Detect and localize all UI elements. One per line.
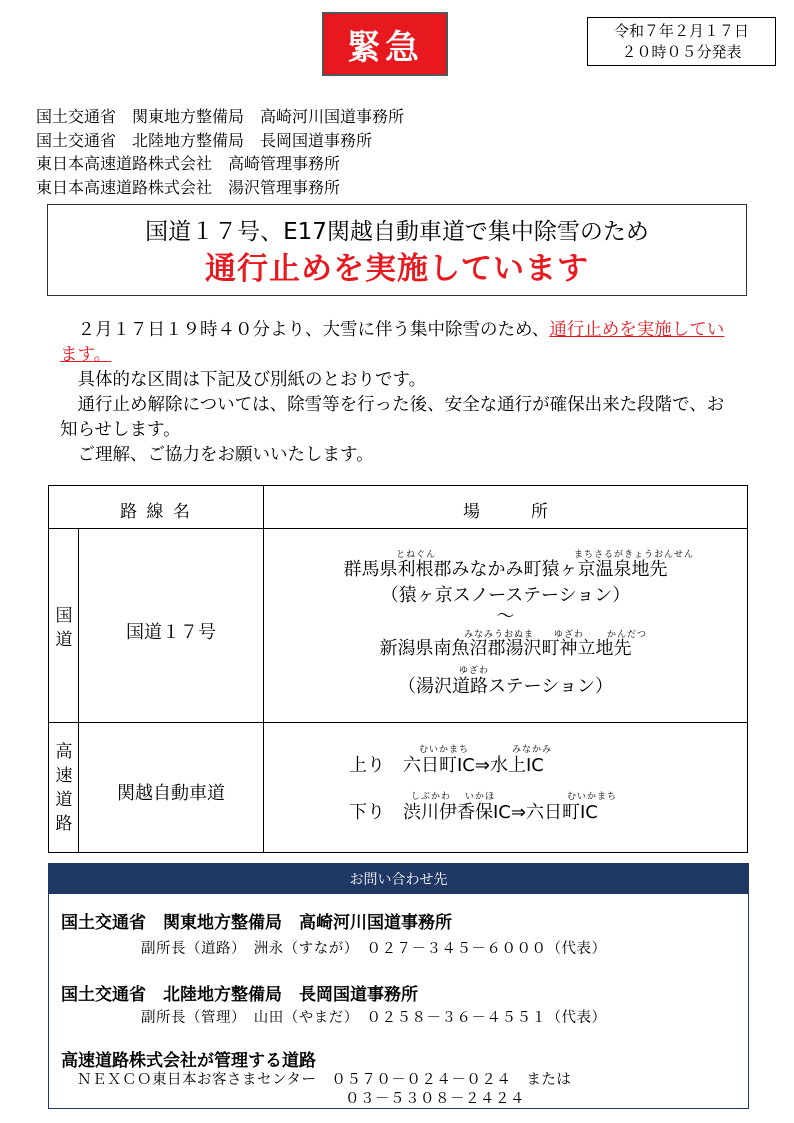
ruby-sarugakyo: まちさるがきょうおんせん: [573, 550, 694, 560]
contact-detail: ＮＥＸＣＯ東日本お客さまセンター ０５７０－０２４－０２４ または: [77, 1072, 572, 1088]
issue-time: ２０時０５分発表: [621, 42, 742, 61]
ruby-yuzawa: ゆざわ: [553, 630, 584, 640]
location-from: 群馬県利根郡みなかみ町猿ヶ京温泉地先: [343, 559, 668, 580]
issuer: 東日本高速道路株式会社 高崎管理事務所: [36, 154, 341, 173]
header-place: 場 所: [463, 502, 548, 522]
category-national: 国 道: [55, 606, 73, 650]
contact-org: 国土交通省 北陸地方整備局 長岡国道事務所: [61, 985, 418, 1005]
row-divider: [49, 722, 747, 723]
paragraph-1: [60, 318, 740, 368]
headline-box: [47, 204, 747, 296]
contact-org: 国土交通省 関東地方整備局 高崎河川国道事務所: [61, 913, 452, 933]
expressway-up: 上り 六日町IC⇒水上IC: [349, 755, 544, 776]
issue-date: 令和７年２月１７日: [613, 21, 749, 40]
paragraph-4: ご理解、ご協力をお願いいたします。: [77, 445, 374, 465]
ruby-kandatsu: かんだつ: [606, 630, 647, 640]
headline-line2: 通行止めを実施しています: [205, 251, 589, 287]
paragraph-1-highlight: 通行止めを実施しています。: [60, 320, 725, 365]
paragraph-2: 具体的な区間は下記及び別紙のとおりです。: [77, 370, 427, 390]
issue-datetime: [587, 17, 776, 66]
issuer: 東日本高速道路株式会社 湯沢管理事務所: [36, 177, 341, 197]
issuer: 国土交通省 関東地方整備局 高崎河川国道事務所: [36, 107, 405, 126]
header-route: 路 線 名: [120, 502, 192, 522]
headline-line1: 国道１７号、E17関越自動車道で集中除雪のため: [145, 219, 649, 245]
notice-body: [60, 318, 740, 468]
column-divider: [263, 486, 264, 852]
contact-detail-alt: ０３－５３０８－２４２４: [345, 1091, 525, 1107]
ruby-minakami: みなかみ: [511, 745, 552, 755]
route-national: 国道１７号: [126, 622, 216, 643]
location-to-station: （湯沢道路ステーション）: [398, 676, 613, 697]
contact-title: お問い合わせ先: [49, 864, 748, 894]
urgent-badge: 緊急: [322, 12, 448, 76]
ruby-shibukawa: しぶかわ: [410, 792, 451, 802]
paragraph-1-text: ２月１７日１９時４０分より、大雪に伴う集中除雪のため、: [77, 320, 550, 340]
contact-detail: 副所長（管理） 山田（やまだ） ０２５８－３６－４５５１（代表）: [141, 1010, 607, 1026]
location-range-tilde: ～: [496, 606, 515, 627]
ruby-minamiuonuma: みなみうおぬま: [463, 630, 534, 640]
expressway-down: 下り 渋川伊香保IC⇒六日町IC: [349, 802, 598, 823]
contact-org: 高速道路株式会社が管理する道路: [61, 1051, 316, 1071]
contact-detail: 副所長（道路） 洲永（すなが） ０２７－３４５－６０００（代表）: [141, 941, 607, 957]
ruby-muikamachi: むいかまち: [566, 792, 617, 802]
ruby-muikamachi: むいかまち: [418, 745, 469, 755]
issuer-list: [36, 105, 404, 199]
ruby-ikaho: いかほ: [464, 792, 495, 802]
closure-table: [48, 485, 748, 853]
ruby-yuzawa-station: ゆざわ: [458, 666, 489, 676]
location-from-station: （猿ヶ京スノーステーション）: [380, 585, 631, 606]
location-to: 新潟県南魚沼郡湯沢町神立地先: [379, 638, 632, 659]
contact-box: [48, 863, 749, 1109]
paragraph-3: 通行止め解除については、除雪等を行った後、安全な通行が確保出来た段階で、お知らせします。: [60, 395, 725, 440]
category-expressway: 高 速 道 路: [55, 742, 73, 834]
row-divider: [49, 528, 747, 529]
ruby-tone: とねぐん: [395, 550, 436, 560]
issuer: 国土交通省 北陸地方整備局 長岡国道事務所: [36, 130, 373, 150]
route-expressway: 関越自動車道: [117, 783, 225, 804]
